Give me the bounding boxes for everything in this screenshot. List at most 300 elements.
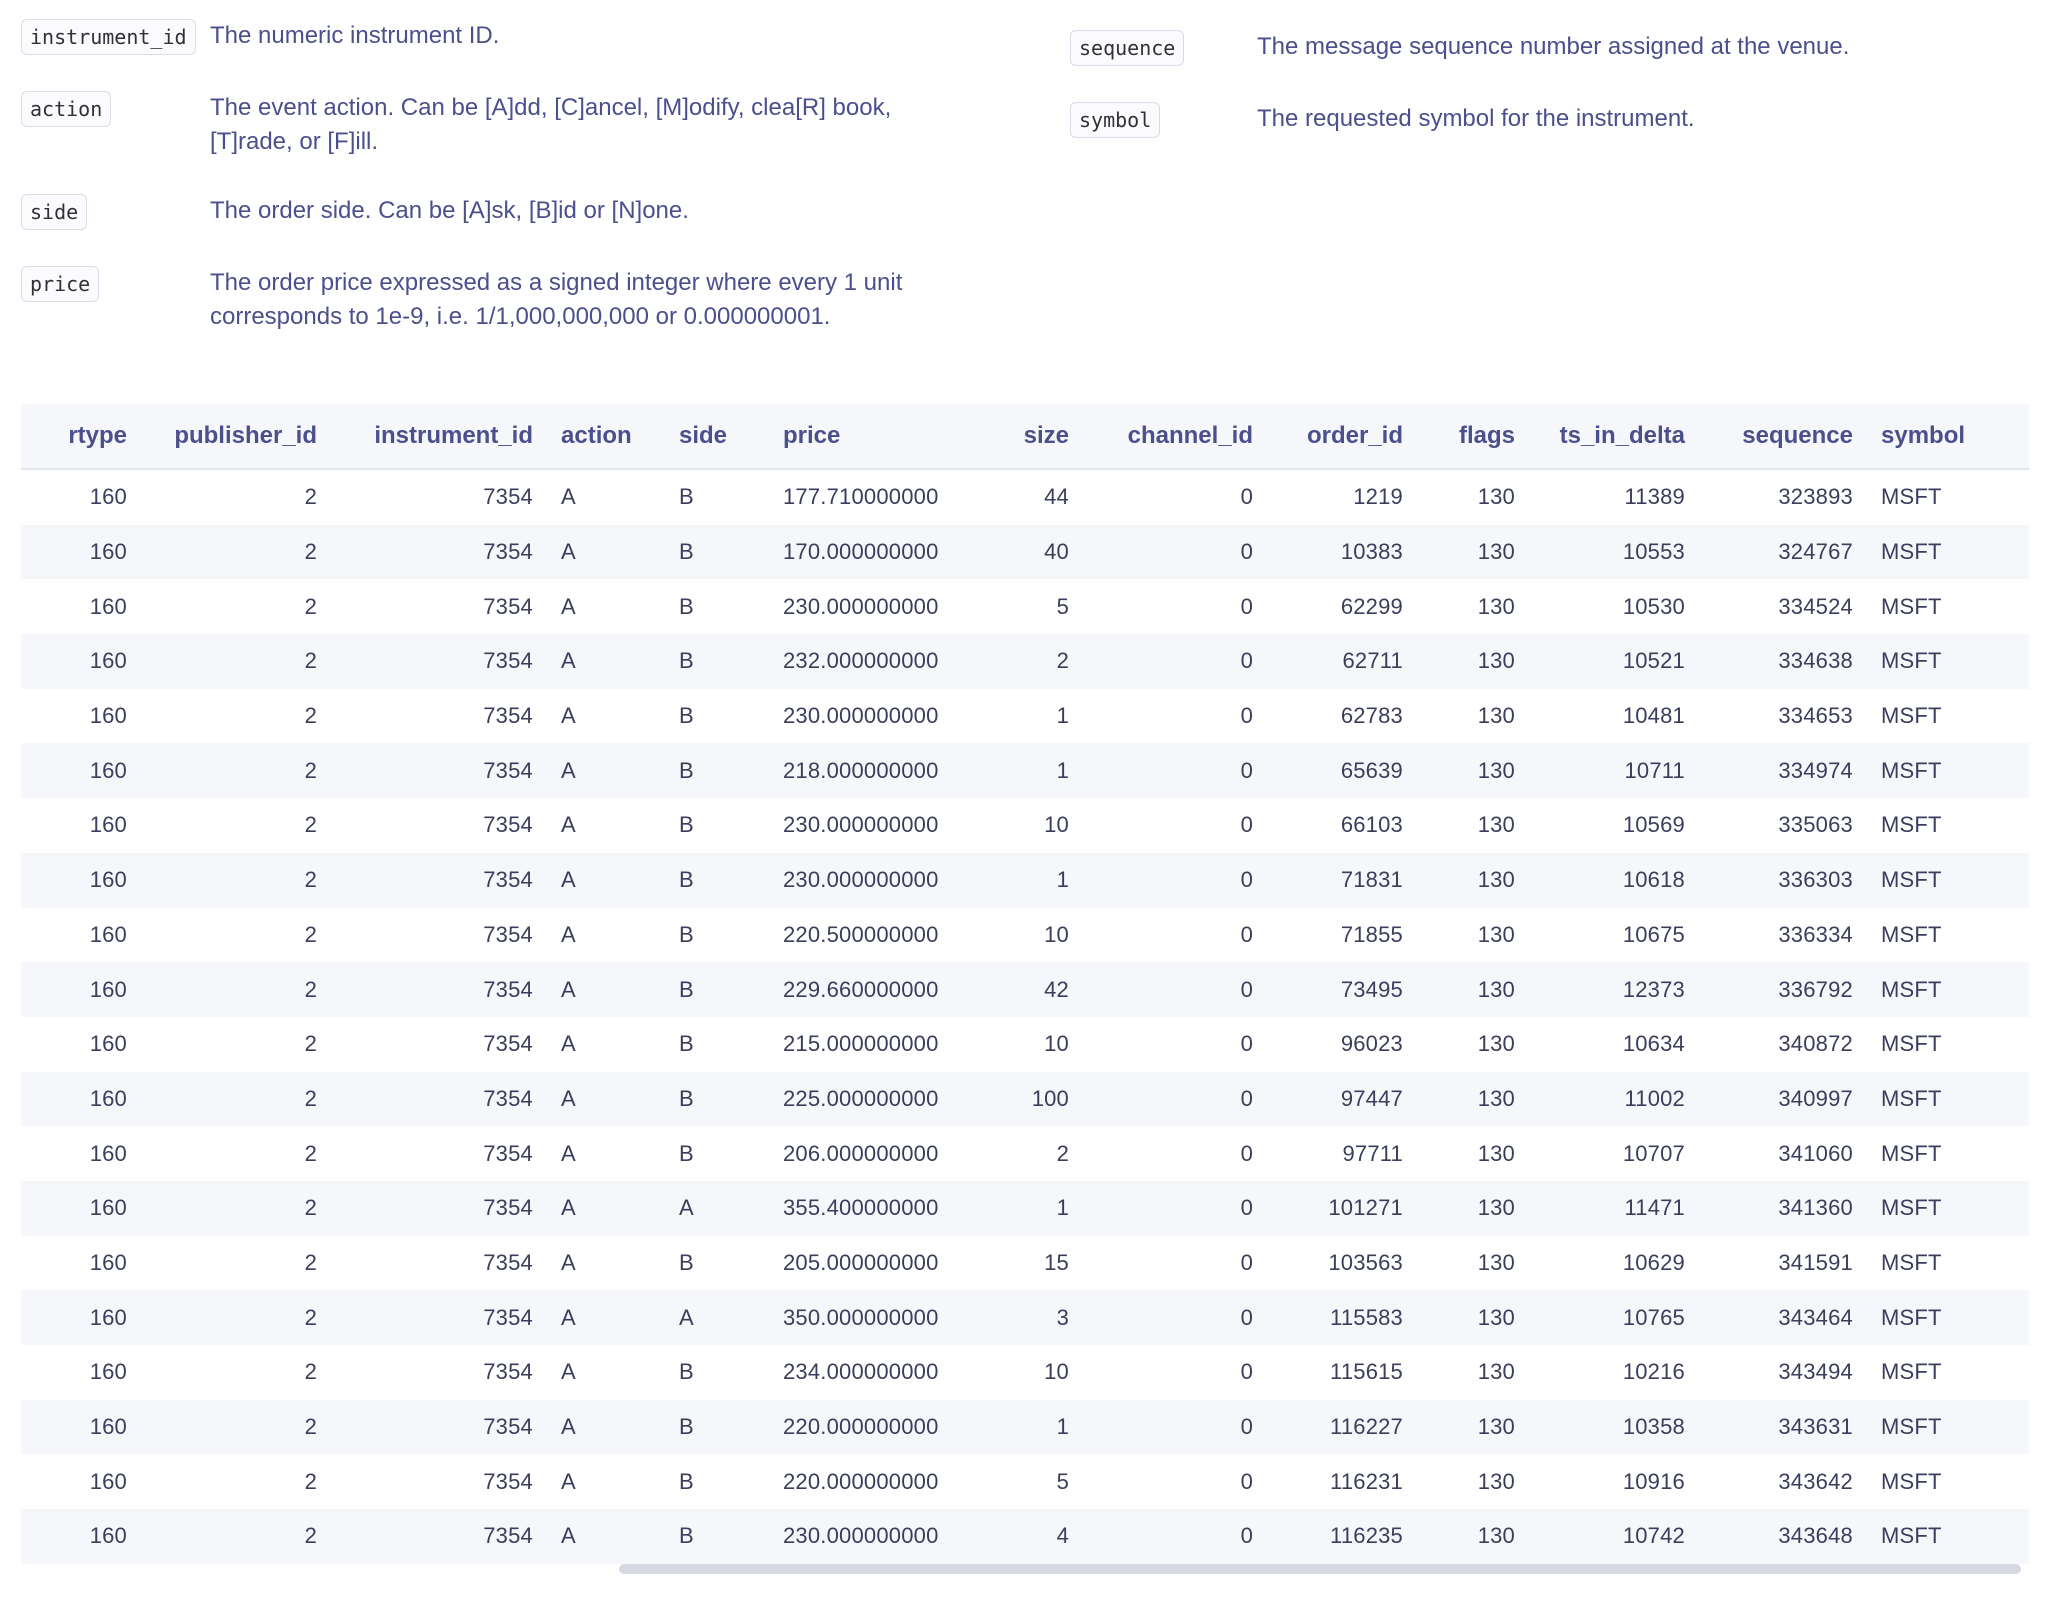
cell-order-id: 103563 [1328, 1249, 1403, 1275]
cell-sequence: 323893 [1778, 484, 1853, 510]
cell-order-id: 1219 [1353, 484, 1403, 510]
cell-sequence: 341360 [1699, 1181, 1867, 1236]
cell-ts-in-delta: 10569 [1622, 812, 1685, 838]
cell-publisher-id: 2 [141, 1400, 331, 1455]
cell-flags: 130 [1477, 1359, 1515, 1385]
cell-channel-id: 0 [1083, 962, 1267, 1017]
column-header-ts-in-delta[interactable]: ts_in_delta [1529, 404, 1699, 469]
cell-price: 230.000000000 [783, 812, 939, 838]
cell-order-id: 62299 [1340, 593, 1403, 619]
cell-publisher-id: 2 [304, 1249, 317, 1275]
cell-size: 15 [1044, 1249, 1069, 1275]
cell-ts-in-delta: 10481 [1622, 703, 1685, 729]
cell-sequence: 343648 [1699, 1509, 1867, 1564]
cell-ts-in-delta: 12373 [1529, 962, 1699, 1017]
column-header-action[interactable]: action [547, 404, 665, 469]
cell-side: B [679, 1140, 694, 1166]
cell-channel-id: 0 [1083, 1072, 1267, 1127]
field-name-chip: action [21, 91, 111, 127]
cell-size: 100 [965, 1072, 1083, 1127]
cell-channel-id: 0 [1240, 1468, 1253, 1494]
cell-publisher-id: 2 [141, 1072, 331, 1127]
cell-ts-in-delta: 10916 [1622, 1468, 1685, 1494]
table-row[interactable] [21, 1454, 2029, 1509]
cell-action: A [547, 634, 665, 689]
cell-channel-id: 0 [1240, 1359, 1253, 1385]
cell-action: A [561, 484, 576, 510]
cell-flags: 130 [1417, 634, 1529, 689]
cell-order-id: 65639 [1267, 743, 1417, 798]
cell-order-id: 101271 [1267, 1181, 1417, 1236]
cell-instrument-id: 7354 [331, 743, 547, 798]
cell-flags: 130 [1417, 853, 1529, 908]
cell-rtype: 160 [89, 1359, 127, 1385]
table-row[interactable] [21, 1345, 2029, 1400]
cell-action: A [561, 1140, 576, 1166]
cell-order-id: 66103 [1340, 812, 1403, 838]
cell-publisher-id: 2 [141, 743, 331, 798]
cell-instrument-id: 7354 [483, 703, 533, 729]
cell-price: 170.000000000 [769, 525, 965, 580]
cell-flags: 130 [1417, 1072, 1529, 1127]
cell-price: 225.000000000 [769, 1072, 965, 1127]
cell-size: 1 [965, 1181, 1083, 1236]
field-name-chip: instrument_id [21, 19, 196, 55]
cell-action: A [547, 1290, 665, 1345]
cell-instrument-id: 7354 [483, 1249, 533, 1275]
column-header-price[interactable]: price [769, 404, 965, 469]
cell-size: 2 [1056, 1140, 1069, 1166]
cell-symbol: MSFT [1881, 1140, 1942, 1166]
cell-rtype: 160 [89, 484, 127, 510]
cell-side: B [679, 812, 694, 838]
cell-ts-in-delta: 10711 [1529, 743, 1699, 798]
cell-flags: 130 [1477, 921, 1515, 947]
cell-order-id: 115615 [1330, 1359, 1403, 1385]
cell-flags: 130 [1477, 484, 1515, 510]
cell-channel-id: 0 [1083, 525, 1267, 580]
cell-action: A [561, 1249, 576, 1275]
cell-side: B [679, 593, 694, 619]
cell-ts-in-delta: 10742 [1529, 1509, 1699, 1564]
cell-symbol: MSFT [1881, 484, 1942, 510]
cell-symbol: MSFT [1867, 962, 2029, 1017]
field-description: The message sequence number assigned at the venue. [1257, 33, 1850, 60]
cell-order-id: 97447 [1267, 1072, 1417, 1127]
cell-sequence: 341060 [1778, 1140, 1853, 1166]
cell-sequence: 334638 [1699, 634, 1867, 689]
cell-order-id: 73495 [1267, 962, 1417, 1017]
cell-order-id: 96023 [1340, 1031, 1403, 1057]
field-description: The order side. Can be [A]sk, [B]id or [N]one. [210, 197, 689, 224]
cell-channel-id: 0 [1083, 853, 1267, 908]
cell-flags: 130 [1477, 703, 1515, 729]
field-description: The event action. Can be [A]dd, [C]ancel, [M]odify, clea[R] book, [T]rade, or [F]ill. [210, 94, 892, 155]
cell-channel-id: 0 [1083, 743, 1267, 798]
cell-sequence: 336792 [1699, 962, 1867, 1017]
cell-publisher-id: 2 [141, 853, 331, 908]
cell-channel-id: 0 [1083, 1400, 1267, 1455]
cell-flags: 130 [1477, 1031, 1515, 1057]
cell-rtype: 160 [21, 1290, 141, 1345]
cell-symbol: MSFT [1867, 743, 2029, 798]
cell-symbol: MSFT [1881, 1359, 1942, 1385]
cell-size: 42 [965, 962, 1083, 1017]
cell-instrument-id: 7354 [331, 853, 547, 908]
field-description: The order price expressed as a signed integer where every 1 unit corresponds to 1e-9, i.e. 1/1,000,000,000 or 0.000000001. [210, 269, 903, 330]
data-table [21, 404, 2029, 1564]
cell-sequence: 336303 [1699, 853, 1867, 908]
cell-price: 350.000000000 [769, 1290, 965, 1345]
cell-ts-in-delta: 11471 [1529, 1181, 1699, 1236]
cell-size: 1 [965, 743, 1083, 798]
cell-side: B [679, 921, 694, 947]
cell-side: A [665, 1290, 769, 1345]
cell-channel-id: 0 [1240, 593, 1253, 619]
cell-instrument-id: 7354 [331, 525, 547, 580]
cell-size: 10 [1044, 812, 1069, 838]
cell-symbol: MSFT [1881, 1031, 1942, 1057]
cell-rtype: 160 [21, 1181, 141, 1236]
cell-rtype: 160 [89, 593, 127, 619]
cell-rtype: 160 [89, 1031, 127, 1057]
table-body [21, 469, 2029, 1564]
cell-order-id: 71855 [1340, 921, 1403, 947]
cell-side: B [679, 1468, 694, 1494]
cell-order-id: 10383 [1267, 525, 1417, 580]
cell-sequence: 343494 [1778, 1359, 1853, 1385]
table-row[interactable] [21, 1072, 2029, 1127]
cell-price: 215.000000000 [783, 1031, 939, 1057]
cell-instrument-id: 7354 [483, 921, 533, 947]
cell-side: B [679, 484, 694, 510]
cell-ts-in-delta: 10634 [1622, 1031, 1685, 1057]
cell-side: B [665, 853, 769, 908]
table-row[interactable] [21, 579, 2029, 634]
cell-sequence: 334974 [1699, 743, 1867, 798]
table-row[interactable] [21, 1290, 2029, 1345]
cell-channel-id: 0 [1240, 1140, 1253, 1166]
cell-price: 230.000000000 [783, 593, 939, 619]
cell-publisher-id: 2 [141, 525, 331, 580]
cell-ts-in-delta: 11002 [1529, 1072, 1699, 1127]
cell-sequence: 343631 [1699, 1400, 1867, 1455]
cell-ts-in-delta: 10216 [1622, 1359, 1685, 1385]
cell-order-id: 62783 [1340, 703, 1403, 729]
cell-rtype: 160 [21, 743, 141, 798]
cell-channel-id: 0 [1083, 1290, 1267, 1345]
table-row[interactable] [21, 1017, 2029, 1072]
cell-action: A [561, 703, 576, 729]
cell-symbol: MSFT [1867, 853, 2029, 908]
table-row[interactable] [21, 1400, 2029, 1455]
cell-action: A [547, 1072, 665, 1127]
cell-size: 10 [1044, 1359, 1069, 1385]
cell-ts-in-delta: 10530 [1622, 593, 1685, 619]
cell-flags: 130 [1477, 593, 1515, 619]
cell-size: 1 [965, 853, 1083, 908]
cell-size: 40 [965, 525, 1083, 580]
cell-rtype: 160 [21, 1400, 141, 1455]
cell-instrument-id: 7354 [483, 484, 533, 510]
cell-side: B [665, 962, 769, 1017]
cell-instrument-id: 7354 [483, 1359, 533, 1385]
cell-order-id: 115583 [1267, 1290, 1417, 1345]
cell-symbol: MSFT [1881, 1249, 1942, 1275]
cell-symbol: MSFT [1881, 703, 1942, 729]
cell-rtype: 160 [21, 853, 141, 908]
cell-side: B [665, 1072, 769, 1127]
cell-action: A [547, 853, 665, 908]
table-row[interactable] [21, 525, 2029, 580]
cell-order-id: 116227 [1267, 1400, 1417, 1455]
cell-rtype: 160 [21, 634, 141, 689]
cell-action: A [547, 525, 665, 580]
cell-symbol: MSFT [1867, 634, 2029, 689]
cell-publisher-id: 2 [141, 1509, 331, 1564]
cell-symbol: MSFT [1867, 1181, 2029, 1236]
cell-flags: 130 [1417, 1509, 1529, 1564]
scrollbar-thumb[interactable] [619, 1564, 2021, 1574]
table-row[interactable] [21, 962, 2029, 1017]
cell-order-id: 116231 [1330, 1468, 1403, 1494]
cell-order-id: 71831 [1267, 853, 1417, 908]
cell-symbol: MSFT [1867, 1290, 2029, 1345]
cell-flags: 130 [1417, 743, 1529, 798]
column-header-side[interactable]: side [665, 404, 769, 469]
cell-size: 10 [1044, 1031, 1069, 1057]
cell-instrument-id: 7354 [483, 593, 533, 619]
cell-action: A [561, 812, 576, 838]
cell-publisher-id: 2 [141, 634, 331, 689]
cell-price: 230.000000000 [769, 853, 965, 908]
cell-price: 220.000000000 [783, 1468, 939, 1494]
cell-sequence: 343642 [1778, 1468, 1853, 1494]
cell-action: A [561, 921, 576, 947]
cell-flags: 130 [1417, 525, 1529, 580]
cell-channel-id: 0 [1240, 812, 1253, 838]
cell-publisher-id: 2 [304, 1359, 317, 1385]
column-header-instrument-id[interactable]: instrument_id [331, 404, 547, 469]
cell-side: B [665, 1400, 769, 1455]
cell-sequence: 335063 [1778, 812, 1853, 838]
cell-channel-id: 0 [1240, 703, 1253, 729]
cell-flags: 130 [1417, 1290, 1529, 1345]
cell-action: A [547, 962, 665, 1017]
cell-ts-in-delta: 10765 [1529, 1290, 1699, 1345]
cell-instrument-id: 7354 [331, 1181, 547, 1236]
cell-ts-in-delta: 10675 [1622, 921, 1685, 947]
cell-size: 4 [965, 1509, 1083, 1564]
cell-price: 206.000000000 [783, 1140, 939, 1166]
cell-publisher-id: 2 [304, 703, 317, 729]
field-name-chip: symbol [1070, 102, 1160, 138]
field-name-chip: price [21, 266, 99, 302]
column-header-symbol[interactable]: symbol [1867, 404, 2029, 469]
cell-publisher-id: 2 [304, 921, 317, 947]
table-row[interactable] [21, 1181, 2029, 1236]
table-row[interactable] [21, 1126, 2029, 1181]
table-row[interactable] [21, 908, 2029, 963]
cell-channel-id: 0 [1083, 1181, 1267, 1236]
table-row[interactable] [21, 853, 2029, 908]
cell-action: A [547, 743, 665, 798]
cell-flags: 130 [1477, 812, 1515, 838]
cell-action: A [561, 593, 576, 619]
column-header-channel-id[interactable]: channel_id [1083, 404, 1267, 469]
cell-symbol: MSFT [1867, 1509, 2029, 1564]
cell-price: 205.000000000 [783, 1249, 939, 1275]
cell-sequence: 341591 [1778, 1249, 1853, 1275]
cell-rtype: 160 [89, 1140, 127, 1166]
cell-rtype: 160 [89, 1249, 127, 1275]
cell-ts-in-delta: 11389 [1624, 484, 1685, 510]
cell-instrument-id: 7354 [331, 1509, 547, 1564]
cell-channel-id: 0 [1240, 921, 1253, 947]
cell-side: B [665, 634, 769, 689]
table-row[interactable] [21, 634, 2029, 689]
cell-publisher-id: 2 [304, 1031, 317, 1057]
cell-price: 230.000000000 [769, 1509, 965, 1564]
cell-size: 5 [1056, 593, 1069, 619]
field-definitions [0, 0, 2048, 380]
cell-sequence: 334524 [1778, 593, 1853, 619]
cell-flags: 130 [1417, 962, 1529, 1017]
cell-side: B [679, 1249, 694, 1275]
cell-ts-in-delta: 10618 [1529, 853, 1699, 908]
cell-price: 218.000000000 [769, 743, 965, 798]
cell-flags: 130 [1477, 1140, 1515, 1166]
table-row[interactable] [21, 1236, 2029, 1291]
table-row[interactable] [21, 743, 2029, 798]
cell-sequence: 324767 [1699, 525, 1867, 580]
cell-price: 355.400000000 [769, 1181, 965, 1236]
cell-order-id: 116235 [1267, 1509, 1417, 1564]
field-description: The numeric instrument ID. [210, 22, 500, 49]
field-description: The requested symbol for the instrument. [1257, 105, 1695, 132]
cell-instrument-id: 7354 [331, 634, 547, 689]
cell-channel-id: 0 [1240, 1249, 1253, 1275]
cell-price: 229.660000000 [769, 962, 965, 1017]
cell-action: A [561, 1359, 576, 1385]
cell-side: B [679, 1031, 694, 1057]
cell-order-id: 62711 [1267, 634, 1417, 689]
cell-size: 1 [1056, 703, 1069, 729]
cell-publisher-id: 2 [141, 962, 331, 1017]
cell-rtype: 160 [21, 962, 141, 1017]
cell-instrument-id: 7354 [331, 1400, 547, 1455]
cell-instrument-id: 7354 [331, 1290, 547, 1345]
horizontal-scrollbar[interactable] [21, 1562, 2029, 1578]
cell-rtype: 160 [21, 525, 141, 580]
column-header-rtype[interactable]: rtype [21, 404, 141, 469]
cell-publisher-id: 2 [141, 1290, 331, 1345]
cell-ts-in-delta: 10707 [1622, 1140, 1685, 1166]
cell-symbol: MSFT [1881, 593, 1942, 619]
cell-price: 234.000000000 [783, 1359, 939, 1385]
cell-publisher-id: 2 [304, 1140, 317, 1166]
cell-instrument-id: 7354 [331, 1072, 547, 1127]
cell-symbol: MSFT [1881, 1468, 1942, 1494]
cell-sequence: 334653 [1778, 703, 1853, 729]
cell-publisher-id: 2 [304, 1468, 317, 1494]
cell-size: 1 [965, 1400, 1083, 1455]
cell-price: 232.000000000 [769, 634, 965, 689]
cell-ts-in-delta: 10358 [1529, 1400, 1699, 1455]
cell-side: B [679, 703, 694, 729]
cell-price: 220.500000000 [783, 921, 939, 947]
cell-sequence: 343464 [1699, 1290, 1867, 1345]
cell-instrument-id: 7354 [483, 1468, 533, 1494]
cell-symbol: MSFT [1867, 1400, 2029, 1455]
cell-side: B [679, 1359, 694, 1385]
cell-ts-in-delta: 10521 [1529, 634, 1699, 689]
cell-rtype: 160 [89, 921, 127, 947]
cell-flags: 130 [1477, 1249, 1515, 1275]
cell-sequence: 340872 [1778, 1031, 1853, 1057]
column-header-size[interactable]: size [965, 404, 1083, 469]
table-row[interactable] [21, 798, 2029, 853]
cell-rtype: 160 [21, 1072, 141, 1127]
cell-side: B [665, 1509, 769, 1564]
cell-symbol: MSFT [1881, 812, 1942, 838]
cell-price: 220.000000000 [769, 1400, 965, 1455]
cell-rtype: 160 [89, 1468, 127, 1494]
cell-price: 177.710000000 [783, 484, 939, 510]
cell-symbol: MSFT [1867, 1072, 2029, 1127]
cell-publisher-id: 2 [141, 1181, 331, 1236]
cell-sequence: 336334 [1778, 921, 1853, 947]
cell-ts-in-delta: 10553 [1529, 525, 1699, 580]
cell-channel-id: 0 [1083, 634, 1267, 689]
cell-ts-in-delta: 10629 [1622, 1249, 1685, 1275]
cell-side: B [665, 525, 769, 580]
cell-channel-id: 0 [1083, 1509, 1267, 1564]
table-header-row [21, 404, 2029, 469]
field-name-chip: sequence [1070, 30, 1184, 66]
cell-action: A [561, 1468, 576, 1494]
cell-order-id: 97711 [1342, 1140, 1403, 1166]
column-header-flags[interactable]: flags [1417, 404, 1529, 469]
cell-action: A [547, 1181, 665, 1236]
cell-publisher-id: 2 [304, 812, 317, 838]
cell-publisher-id: 2 [304, 593, 317, 619]
field-name-chip: side [21, 194, 87, 230]
cell-flags: 130 [1417, 1181, 1529, 1236]
table-row[interactable] [21, 1509, 2029, 1564]
table-row[interactable] [21, 689, 2029, 744]
cell-size: 5 [1056, 1468, 1069, 1494]
cell-size: 10 [1044, 921, 1069, 947]
table-row[interactable] [21, 469, 2029, 525]
cell-action: A [547, 1400, 665, 1455]
cell-flags: 130 [1417, 1400, 1529, 1455]
cell-sequence: 340997 [1699, 1072, 1867, 1127]
cell-size: 3 [965, 1290, 1083, 1345]
column-header-publisher-id[interactable]: publisher_id [141, 404, 331, 469]
cell-channel-id: 0 [1240, 484, 1253, 510]
cell-symbol: MSFT [1867, 525, 2029, 580]
column-header-order-id[interactable]: order_id [1267, 404, 1417, 469]
cell-rtype: 160 [21, 1509, 141, 1564]
cell-channel-id: 0 [1240, 1031, 1253, 1057]
cell-side: B [665, 743, 769, 798]
column-header-sequence[interactable]: sequence [1699, 404, 1867, 469]
cell-instrument-id: 7354 [483, 1140, 533, 1166]
cell-publisher-id: 2 [304, 484, 317, 510]
cell-instrument-id: 7354 [483, 1031, 533, 1057]
cell-price: 230.000000000 [783, 703, 939, 729]
